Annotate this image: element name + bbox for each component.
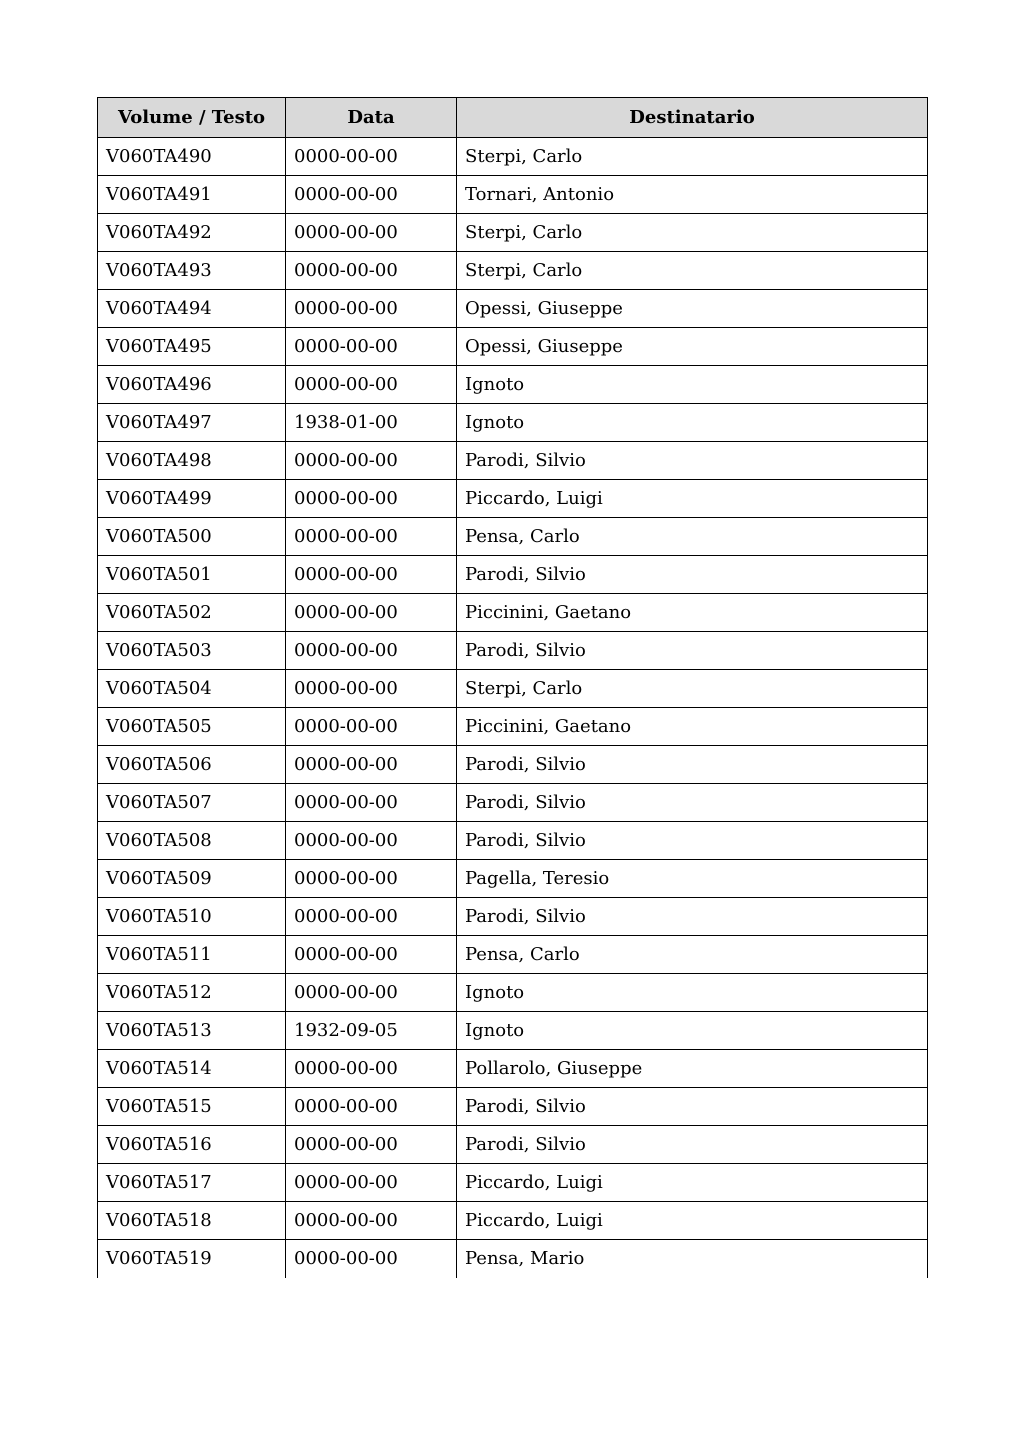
cell-data: 0000-00-00: [286, 290, 457, 328]
cell-data: 0000-00-00: [286, 1202, 457, 1240]
cell-volume-testo: V060TA510: [98, 898, 286, 936]
table-row: [98, 708, 928, 746]
cell-volume-testo: V060TA498: [98, 442, 286, 480]
cell-volume-testo: V060TA512: [98, 974, 286, 1012]
cell-destinatario: Ignoto: [457, 404, 928, 442]
cell-destinatario: Parodi, Silvio: [457, 1088, 928, 1126]
table-row: [98, 1240, 928, 1278]
cell-volume-testo: V060TA511: [98, 936, 286, 974]
header-destinatario: Destinatario: [457, 98, 928, 138]
cell-data: 0000-00-00: [286, 328, 457, 366]
table-row: [98, 252, 928, 290]
header-data: Data: [286, 98, 457, 138]
cell-destinatario: Parodi, Silvio: [457, 822, 928, 860]
cell-data: 0000-00-00: [286, 822, 457, 860]
cell-destinatario: Pensa, Mario: [457, 1240, 928, 1278]
header-row: [98, 98, 928, 138]
cell-destinatario: Piccinini, Gaetano: [457, 594, 928, 632]
table-row: [98, 328, 928, 366]
table-row: [98, 1050, 928, 1088]
cell-destinatario: Ignoto: [457, 366, 928, 404]
cell-destinatario: Piccardo, Luigi: [457, 480, 928, 518]
cell-volume-testo: V060TA495: [98, 328, 286, 366]
cell-volume-testo: V060TA507: [98, 784, 286, 822]
table-row: [98, 594, 928, 632]
table-header: [98, 98, 928, 138]
table-row: [98, 860, 928, 898]
cell-volume-testo: V060TA490: [98, 138, 286, 176]
cell-data: 0000-00-00: [286, 442, 457, 480]
cell-destinatario: Parodi, Silvio: [457, 632, 928, 670]
cell-volume-testo: V060TA492: [98, 214, 286, 252]
table-row: [98, 1088, 928, 1126]
cell-destinatario: Parodi, Silvio: [457, 556, 928, 594]
table-row: [98, 898, 928, 936]
cell-volume-testo: V060TA519: [98, 1240, 286, 1278]
cell-volume-testo: V060TA491: [98, 176, 286, 214]
cell-data: 0000-00-00: [286, 1050, 457, 1088]
cell-destinatario: Ignoto: [457, 974, 928, 1012]
table-row: [98, 822, 928, 860]
table-row: [98, 1012, 928, 1050]
cell-destinatario: Sterpi, Carlo: [457, 252, 928, 290]
cell-destinatario: Opessi, Giuseppe: [457, 290, 928, 328]
cell-data: 0000-00-00: [286, 366, 457, 404]
cell-volume-testo: V060TA515: [98, 1088, 286, 1126]
cell-destinatario: Parodi, Silvio: [457, 442, 928, 480]
cell-data: 0000-00-00: [286, 176, 457, 214]
cell-data: 0000-00-00: [286, 936, 457, 974]
cell-volume-testo: V060TA509: [98, 860, 286, 898]
table-row: [98, 556, 928, 594]
cell-destinatario: Piccardo, Luigi: [457, 1164, 928, 1202]
cell-volume-testo: V060TA500: [98, 518, 286, 556]
cell-volume-testo: V060TA506: [98, 746, 286, 784]
cell-volume-testo: V060TA499: [98, 480, 286, 518]
cell-data: 0000-00-00: [286, 670, 457, 708]
correspondence-table-container: [97, 97, 927, 1278]
cell-destinatario: Piccinini, Gaetano: [457, 708, 928, 746]
table-row: [98, 290, 928, 328]
cell-volume-testo: V060TA504: [98, 670, 286, 708]
cell-volume-testo: V060TA505: [98, 708, 286, 746]
cell-volume-testo: V060TA503: [98, 632, 286, 670]
table-row: [98, 214, 928, 252]
cell-destinatario: Sterpi, Carlo: [457, 138, 928, 176]
cell-destinatario: Parodi, Silvio: [457, 746, 928, 784]
cell-volume-testo: V060TA501: [98, 556, 286, 594]
cell-data: 0000-00-00: [286, 1088, 457, 1126]
cell-destinatario: Parodi, Silvio: [457, 784, 928, 822]
table-row: [98, 936, 928, 974]
table-row: [98, 404, 928, 442]
cell-volume-testo: V060TA497: [98, 404, 286, 442]
table-row: [98, 784, 928, 822]
cell-destinatario: Sterpi, Carlo: [457, 214, 928, 252]
cell-destinatario: Parodi, Silvio: [457, 1126, 928, 1164]
cell-volume-testo: V060TA517: [98, 1164, 286, 1202]
cell-data: 0000-00-00: [286, 898, 457, 936]
table-body: [98, 138, 928, 1278]
table-row: [98, 176, 928, 214]
cell-destinatario: Tornari, Antonio: [457, 176, 928, 214]
table-row: [98, 366, 928, 404]
cell-destinatario: Opessi, Giuseppe: [457, 328, 928, 366]
cell-destinatario: Parodi, Silvio: [457, 898, 928, 936]
cell-data: 0000-00-00: [286, 974, 457, 1012]
cell-destinatario: Piccardo, Luigi: [457, 1202, 928, 1240]
cell-data: 1938-01-00: [286, 404, 457, 442]
cell-destinatario: Ignoto: [457, 1012, 928, 1050]
cell-volume-testo: V060TA514: [98, 1050, 286, 1088]
cell-data: 0000-00-00: [286, 1240, 457, 1278]
cell-data: 0000-00-00: [286, 746, 457, 784]
table-row: [98, 1202, 928, 1240]
table-row: [98, 518, 928, 556]
cell-data: 0000-00-00: [286, 556, 457, 594]
cell-data: 0000-00-00: [286, 708, 457, 746]
cell-destinatario: Pagella, Teresio: [457, 860, 928, 898]
cell-data: 0000-00-00: [286, 480, 457, 518]
table-row: [98, 1126, 928, 1164]
cell-data: 0000-00-00: [286, 1126, 457, 1164]
cell-volume-testo: V060TA496: [98, 366, 286, 404]
correspondence-table: [97, 97, 928, 1278]
cell-volume-testo: V060TA516: [98, 1126, 286, 1164]
table-row: [98, 480, 928, 518]
table-row: [98, 974, 928, 1012]
cell-volume-testo: V060TA518: [98, 1202, 286, 1240]
table-row: [98, 442, 928, 480]
cell-destinatario: Pollarolo, Giuseppe: [457, 1050, 928, 1088]
table-row: [98, 746, 928, 784]
cell-data: 0000-00-00: [286, 214, 457, 252]
cell-data: 0000-00-00: [286, 784, 457, 822]
cell-volume-testo: V060TA508: [98, 822, 286, 860]
table-row: [98, 138, 928, 176]
cell-destinatario: Pensa, Carlo: [457, 936, 928, 974]
header-volume-testo: Volume / Testo: [98, 98, 286, 138]
table-row: [98, 670, 928, 708]
cell-data: 0000-00-00: [286, 252, 457, 290]
cell-data: 1932-09-05: [286, 1012, 457, 1050]
table-row: [98, 632, 928, 670]
cell-destinatario: Sterpi, Carlo: [457, 670, 928, 708]
cell-data: 0000-00-00: [286, 594, 457, 632]
cell-destinatario: Pensa, Carlo: [457, 518, 928, 556]
cell-data: 0000-00-00: [286, 860, 457, 898]
cell-data: 0000-00-00: [286, 138, 457, 176]
cell-volume-testo: V060TA494: [98, 290, 286, 328]
cell-data: 0000-00-00: [286, 1164, 457, 1202]
cell-volume-testo: V060TA502: [98, 594, 286, 632]
table-row: [98, 1164, 928, 1202]
cell-data: 0000-00-00: [286, 632, 457, 670]
cell-data: 0000-00-00: [286, 518, 457, 556]
cell-volume-testo: V060TA513: [98, 1012, 286, 1050]
cell-volume-testo: V060TA493: [98, 252, 286, 290]
